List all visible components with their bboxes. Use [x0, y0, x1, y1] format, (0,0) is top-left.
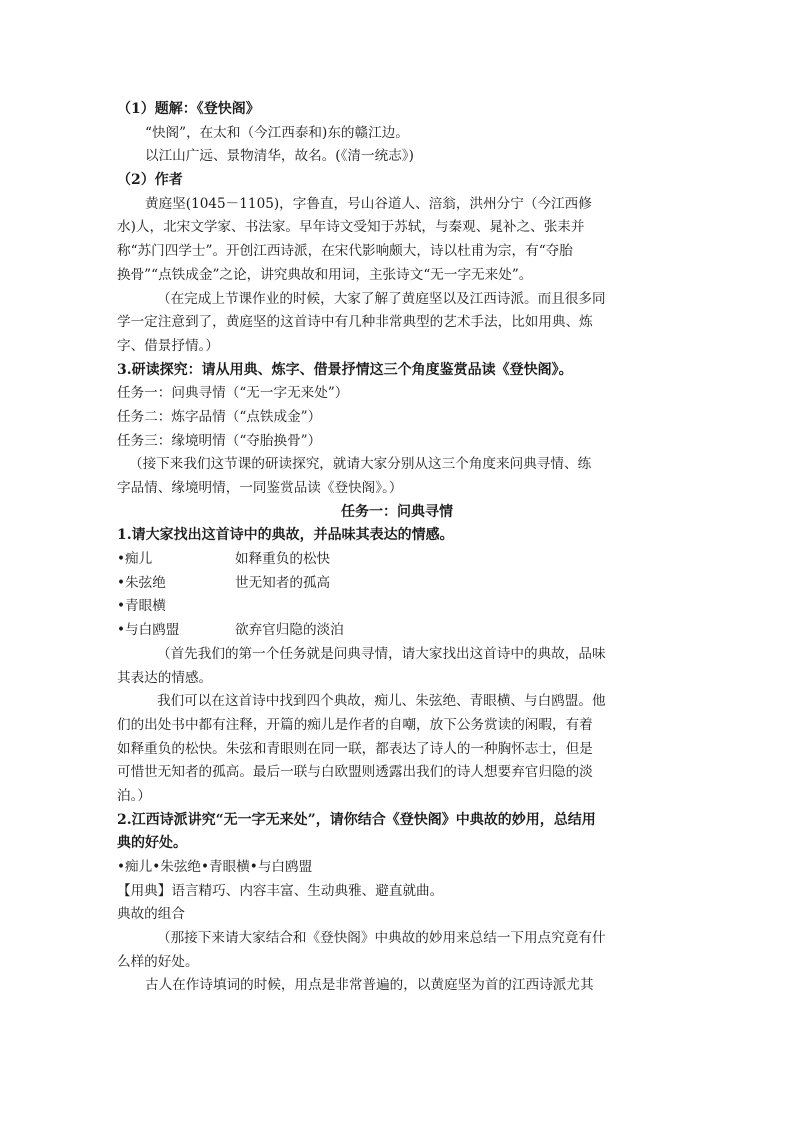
- allusion-row: [117, 548, 677, 572]
- question-one-heading: 1.请大家找出这首诗中的典故，并品味其表达的情感。: [117, 527, 454, 544]
- paragraph-line: 黄庭坚(1045－1105)，字鲁直，号山谷道人、涪翁，洪州分宁（今江西修: [145, 195, 592, 212]
- allusion-name: •青眼横: [117, 598, 166, 615]
- allusion-emotion: 欲弃官归隐的淡泊: [235, 622, 344, 639]
- allusion-row: [117, 619, 677, 643]
- paragraph-line: 学一定注意到了，黄庭坚的这首诗中有几种非常典型的艺术手法，比如用典、炼: [117, 314, 593, 331]
- question-two-heading: 2.江西诗派讲究“无一字无来处”，请你结合《登快阁》中典故的妙用，总结用: [117, 811, 596, 828]
- allusion-emotion: 世无知者的孤高: [235, 574, 331, 591]
- paragraph-line: 我们可以在这首诗中找到四个典故，痴儿、朱弦绝、青眼横、与白鸥盟。他: [157, 693, 606, 710]
- paragraph-line: 泊。）: [117, 787, 151, 804]
- task-one-heading: 任务一：问典寻情: [341, 503, 453, 520]
- paragraph-line: （那接下来请大家结合和《登快阁》中典故的妙用来总结一下用点究竟有什: [157, 930, 606, 947]
- task-item: 任务二：炼字品情（“点铁成金”）: [117, 408, 322, 425]
- heading-title-explanation: （1）题解：《登快阁》: [117, 101, 260, 117]
- paragraph-line: 水)人，北宋文学家、书法家。早年诗文受知于苏轼，与秦观、晁补之、张耒并: [117, 219, 585, 236]
- paragraph-line: 么样的好处。: [117, 953, 199, 970]
- task-item: 任务三：缘境明情（“夺胎换骨”）: [117, 432, 322, 449]
- paragraph-line: （在完成上节课作业的时候，大家了解了黄庭坚以及江西诗派。而且很多同: [157, 290, 606, 307]
- paragraph-line: 古人在作诗填词的时候，用点是非常普遍的，以黄庭坚为首的江西诗派尤其: [145, 977, 594, 994]
- question-two-heading-cont: 典的好处。: [117, 835, 187, 852]
- document-content: [117, 98, 677, 998]
- allusion-name: •与白鸥盟: [117, 622, 180, 639]
- allusion-benefit: 【用典】语言精巧、内容丰富、生动典雅、避直就曲。: [117, 882, 444, 899]
- paragraph-line: 称“苏门四学士”。开创江西诗派，在宋代影响颇大，诗以杜甫为宗，有“夺胎: [117, 243, 573, 260]
- paragraph-line: 如释重负的松快。朱弦和青眼则在同一联，都表达了诗人的一种胸怀志士，但是: [117, 740, 593, 757]
- heading-author: （2）作者: [117, 172, 183, 189]
- allusion-combination-label: 典故的组合: [117, 906, 185, 923]
- paragraph-line: （首先我们的第一个任务就是问典寻情，请大家找出这首诗中的典故，品味: [157, 645, 606, 662]
- allusion-name: •痴儿: [117, 551, 153, 568]
- allusion-emotion: 如释重负的松快: [235, 551, 331, 568]
- paragraph-line: “快阁”，在太和（今江西泰和)东的赣江边。: [145, 124, 409, 141]
- paragraph-line: 其表达的情感。: [117, 669, 213, 686]
- heading-study-section: 3.研读探究：请从用典、炼字、借景抒情这三个角度鉴赏品读《登快阁》。: [117, 361, 573, 378]
- allusion-list: •痴儿•朱弦绝•青眼横•与白鸥盟: [117, 859, 313, 875]
- allusion-name: •朱弦绝: [117, 574, 166, 591]
- allusion-row: [117, 595, 677, 619]
- allusion-row: [117, 572, 677, 596]
- paragraph-line: 字品情、缘境明情，一同鉴赏品读《登快阁》。）: [117, 480, 403, 496]
- paragraph-line: 可惜世无知者的孤高。最后一联与白欧盟则透露出我们的诗人想要弃官归隐的淡: [117, 764, 593, 781]
- paragraph-line: 以江山广远、景物清华，故名。(《清一统志》): [145, 148, 414, 165]
- paragraph-line: 们的出处书中都有注释，开篇的痴儿是作者的自嘲，放下公务赏读的闲暇，有着: [117, 716, 593, 733]
- paragraph-line: 字、借景抒情。）: [117, 337, 219, 354]
- paragraph-line: 换骨”“点铁成金”之论，讲究典故和用词，主张诗文“无一字无来处”。: [117, 266, 533, 283]
- task-item: 任务一：问典寻情（“无一字无来处”）: [117, 385, 349, 402]
- paragraph-line: （接下来我们这节课的研读探究，就请大家分别从这三个角度来问典寻情、练: [129, 456, 592, 473]
